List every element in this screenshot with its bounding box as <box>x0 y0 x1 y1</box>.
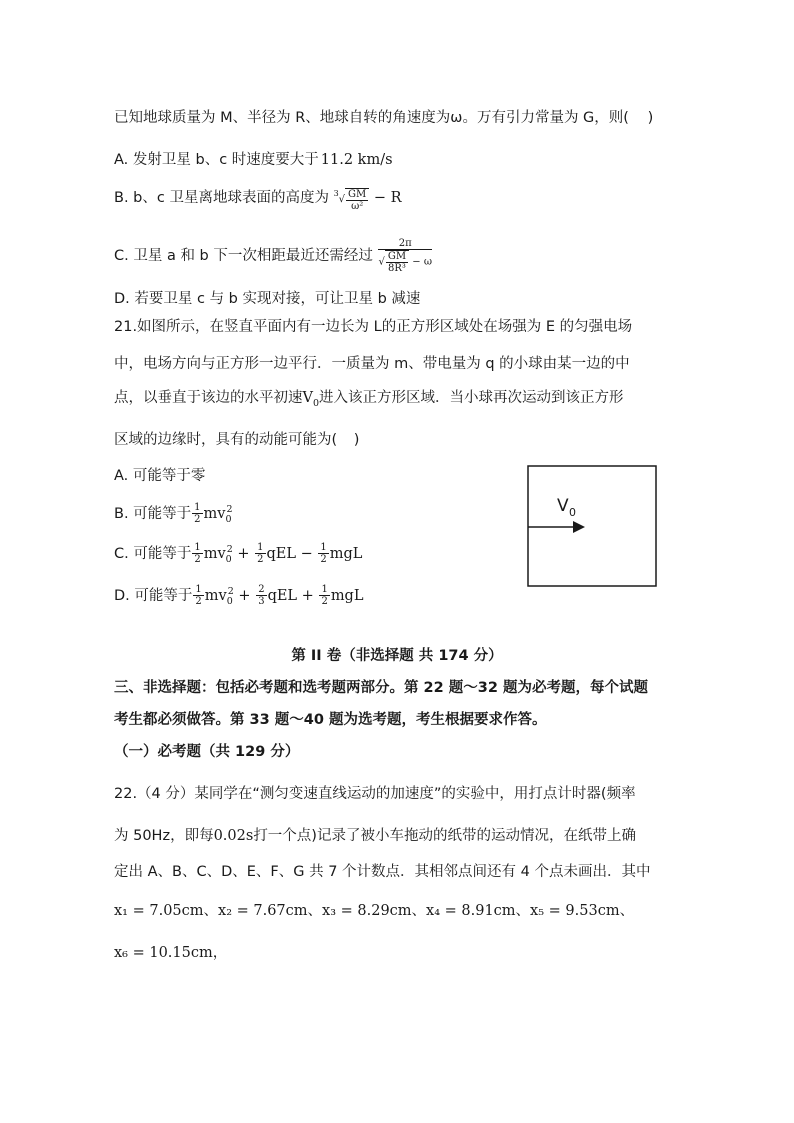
q21-c-half2 <box>255 542 265 565</box>
d-h3-den: 2 <box>321 596 328 608</box>
q20-c-rad-num: GM <box>387 251 407 262</box>
half-num: 1 <box>194 502 201 514</box>
sup2: 2 <box>226 504 233 515</box>
figure-v-label: V <box>557 496 569 516</box>
q21-c-mv0 <box>203 544 233 565</box>
q20-b-num: GM <box>348 188 367 200</box>
half-den: 2 <box>194 514 201 526</box>
q20-d-label: D. 若要卫星 c 与 b 实现对接，可让卫星 b 减速 <box>114 291 421 307</box>
q21-paren: ) <box>353 432 360 448</box>
c-sup2: 2 <box>226 544 233 555</box>
q21-c-half1 <box>192 542 202 565</box>
q20-b-cuberoot: $^3$√ $\frac{GM}{\text{ω²}}$ <box>334 184 370 212</box>
q21-v0 <box>302 390 320 409</box>
q20-c-rad-den: 8R³ <box>388 263 406 274</box>
q21-c-label: C. 可能等于 <box>114 545 192 562</box>
q21-v: V <box>302 390 313 406</box>
q20-option-d <box>114 289 420 309</box>
c-sub0: 0 <box>225 553 232 565</box>
q21-option-c <box>114 540 362 570</box>
q20-c-fraction: 2π √ $\frac{GM}{\text{8R³}}$ − ω <box>378 238 432 274</box>
q22-line2-end: 打一个点)记录了被小车拖动的纸带的运动情况，在纸带上确 <box>253 828 636 844</box>
q20-b-index: 3 <box>333 189 339 198</box>
sub0: 0 <box>225 513 232 525</box>
figure-v-sub: 0 <box>569 506 576 519</box>
q20-option-a <box>114 150 393 170</box>
section-instruction-1: 三、非选择题：包括必考题和选考题两部分。第 22 题～32 题为必考题，每个试题 <box>114 680 648 696</box>
q20-b-den: ω² <box>351 200 364 212</box>
square-region <box>528 466 656 586</box>
d-qel: qEL + <box>267 587 314 604</box>
q22-line-5: x₆ = 10.15cm， <box>114 945 228 961</box>
intro-line <box>114 108 653 128</box>
q22-line-3: 定出 A、B、C、D、E、F、G 共 7 个计数点．其相邻点间还有 4 个点未画出．其中 <box>114 864 651 880</box>
d-mgl: mgL <box>330 587 364 604</box>
q20-b-tail: − R <box>373 189 402 206</box>
q20-option-c <box>114 238 433 274</box>
q20-c-num: 2π <box>378 238 432 250</box>
c-plus: + <box>237 545 250 562</box>
d-23-den: 3 <box>258 596 265 608</box>
q20-c-label: C. 卫星 a 和 b 下一次相距最近还需经过 <box>114 248 373 264</box>
c-h1-den: 2 <box>194 554 201 566</box>
q21-line-3 <box>114 388 624 414</box>
c-h3-num: 1 <box>320 542 327 554</box>
d-mv: mv <box>204 587 227 604</box>
q21-line-4 <box>114 430 359 450</box>
section-instruction-2: 考生都必须做答。第 33 题～40 题为选考题，考生根据要求作答。 <box>114 712 547 728</box>
q21-d-mv0 <box>204 586 234 607</box>
q21-option-b <box>114 500 233 530</box>
q21-v-sub: 0 <box>312 397 320 409</box>
d-sub0: 0 <box>226 595 233 607</box>
q20-a-label: A. 发射卫星 b、c 时速度要大于 <box>114 152 319 168</box>
c-mv: mv <box>203 545 226 562</box>
d-h1-den: 2 <box>195 596 202 608</box>
section-subheading: （一）必考题（共 129 分） <box>114 744 300 760</box>
q22-line-1: 22.（4 分）某同学在“测匀变速直线运动的加速度”的实验中，用打点计时器(频率 <box>114 786 636 802</box>
q21-b-mv0 <box>203 504 233 525</box>
q20-b-label: B. b、c 卫星离地球表面的高度为 <box>114 189 329 206</box>
q21-line-2: 中，电场方向与正方形一边平行．一质量为 m、带电量为 q 的小球由某一边的中 <box>114 356 630 372</box>
c-h3-den: 2 <box>320 554 327 566</box>
q21-line4-text: 区域的边缘时，具有的动能可能为( <box>114 432 338 448</box>
d-sup2: 2 <box>227 586 234 597</box>
q20-c-tail: − ω <box>412 256 432 268</box>
velocity-arrow-head <box>573 521 585 533</box>
q22-line-2 <box>114 826 636 846</box>
q20-a-value: 11.2 km/s <box>320 152 393 168</box>
q22-line-4: x₁ = 7.05cm、x₂ = 7.67cm、x₃ = 8.29cm、x₄ = 8.91cm、x₅ = 9.53cm、 <box>114 903 635 919</box>
mv: mv <box>203 505 226 522</box>
q20-option-b <box>114 184 402 212</box>
q21-line3-end: 进入该正方形区域．当小球再次运动到该正方形 <box>319 390 624 406</box>
q21-option-a: A. 可能等于零 <box>114 468 206 484</box>
q21-d-half3 <box>319 584 329 607</box>
c-h1-num: 1 <box>194 542 201 554</box>
q21-b-half <box>192 502 202 525</box>
q21-d-half1 <box>193 584 203 607</box>
section-title: 第 II 卷（非选择题 共 174 分） <box>291 648 503 664</box>
intro-text: 已知地球质量为 M、半径为 R、地球自转的角速度为ω。万有引力常量为 G，则( <box>114 110 629 126</box>
q21-line3-start: 点，以垂直于该边的水平初速 <box>114 390 303 406</box>
c-h2-den: 2 <box>257 554 264 566</box>
q22-interval: 0.02s <box>213 828 254 844</box>
c-qel: qEL − <box>266 545 313 562</box>
q21-option-d <box>114 582 363 612</box>
intro-paren: ) <box>647 110 654 126</box>
c-h2-num: 1 <box>257 542 264 554</box>
q21-d-twothirds <box>256 584 266 607</box>
q21-b-label: B. 可能等于 <box>114 505 192 522</box>
d-plus: + <box>238 587 251 604</box>
c-mgl: mgL <box>329 545 363 562</box>
q21-d-label: D. 可能等于 <box>114 587 193 604</box>
d-23-num: 2 <box>258 584 265 596</box>
q21-c-half3 <box>318 542 328 565</box>
q22-line2-start: 为 50Hz，即每 <box>114 828 214 844</box>
square-field-figure <box>527 465 657 587</box>
d-h1-num: 1 <box>195 584 202 596</box>
d-h3-num: 1 <box>321 584 328 596</box>
q21-line-1: 21.如图所示，在竖直平面内有一边长为 L的正方形区域处在场强为 E 的匀强电场 <box>114 319 633 335</box>
